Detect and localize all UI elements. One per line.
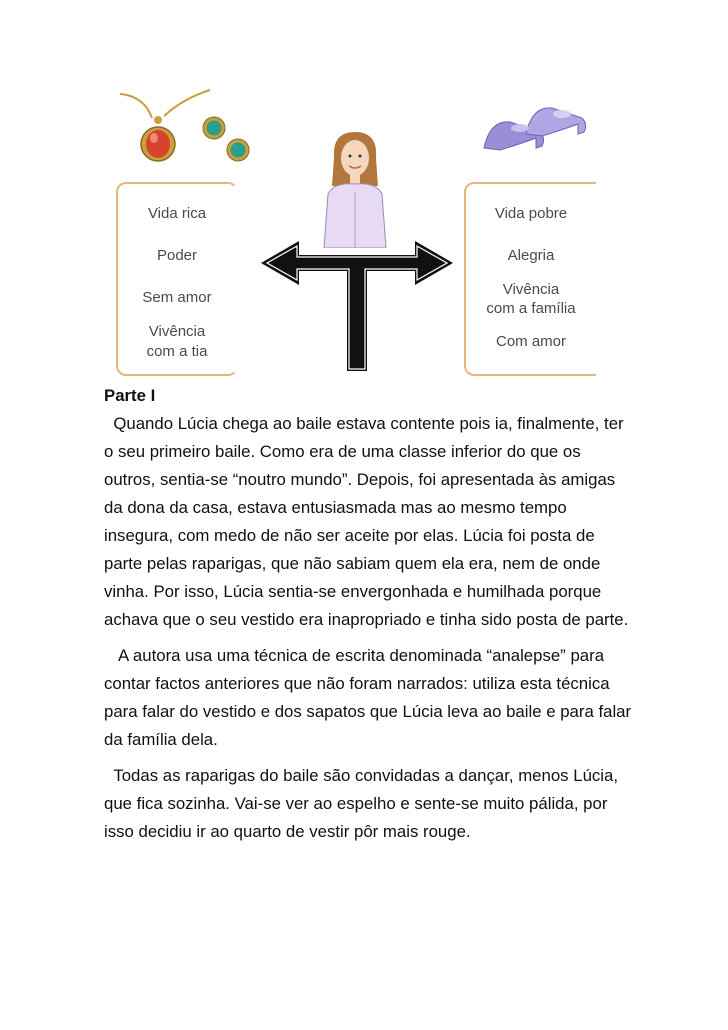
living-label: Vivência — [502, 281, 560, 298]
shoes-icon — [480, 98, 592, 158]
choice-illustration — [104, 86, 596, 372]
power-label: Poder — [156, 247, 198, 264]
document-body — [104, 382, 634, 854]
with-family-label: com a família — [486, 300, 576, 317]
section-heading: Parte I — [104, 386, 156, 405]
with-aunt-label: com a tia — [146, 343, 208, 360]
with-love-label: Com amor — [495, 333, 566, 350]
poor-life-label: Vida pobre — [494, 205, 568, 222]
paragraph: Quando Lúcia chega ao baile estava contente pois ia, finalmente, ter o seu primeiro baile. Como era de uma classe inferior do que os outros, sentia-se “noutro mundo”. Depois, foi apresentada às amigas da dona da casa, estava entusiasmada mas ao mesmo tempo insegura, com medo de não ser aceite por elas. Lúcia foi posta de parte pelas raparigas, que não sabiam quem ela era, nem de onde vinha. Por isso, Lúcia sentia-se envergonhada e humilhada porque achava que o seu vestido era inapropriado e tinha sido posta de parte. — [104, 414, 629, 629]
rich-life-box — [116, 182, 238, 376]
jewelry-icon — [114, 86, 254, 186]
girl-figure-icon — [316, 128, 394, 248]
no-love-label: Sem amor — [142, 289, 212, 306]
paragraph: Todas as raparigas do baile são convidadas a dançar, menos Lúcia, que fica sozinha. Vai-se ver ao espelho e sente-se muito pálida, por isso decidiu ir ao quarto de vestir pôr mais rouge. — [104, 766, 623, 841]
paragraph: A autora usa uma técnica de escrita denominada “analepse” para contar factos anteriores que não foram narrados: utiliza esta técnica para falar do vestido e dos sapatos que Lúcia leva ao baile e para falar da família dela. — [104, 646, 636, 749]
poor-life-box — [464, 182, 596, 376]
rich-life-label: Vida rica — [147, 205, 207, 222]
joy-label: Alegria — [507, 247, 555, 264]
crossroads-arrow-icon — [257, 239, 457, 373]
living-label: Vivência — [148, 323, 206, 340]
